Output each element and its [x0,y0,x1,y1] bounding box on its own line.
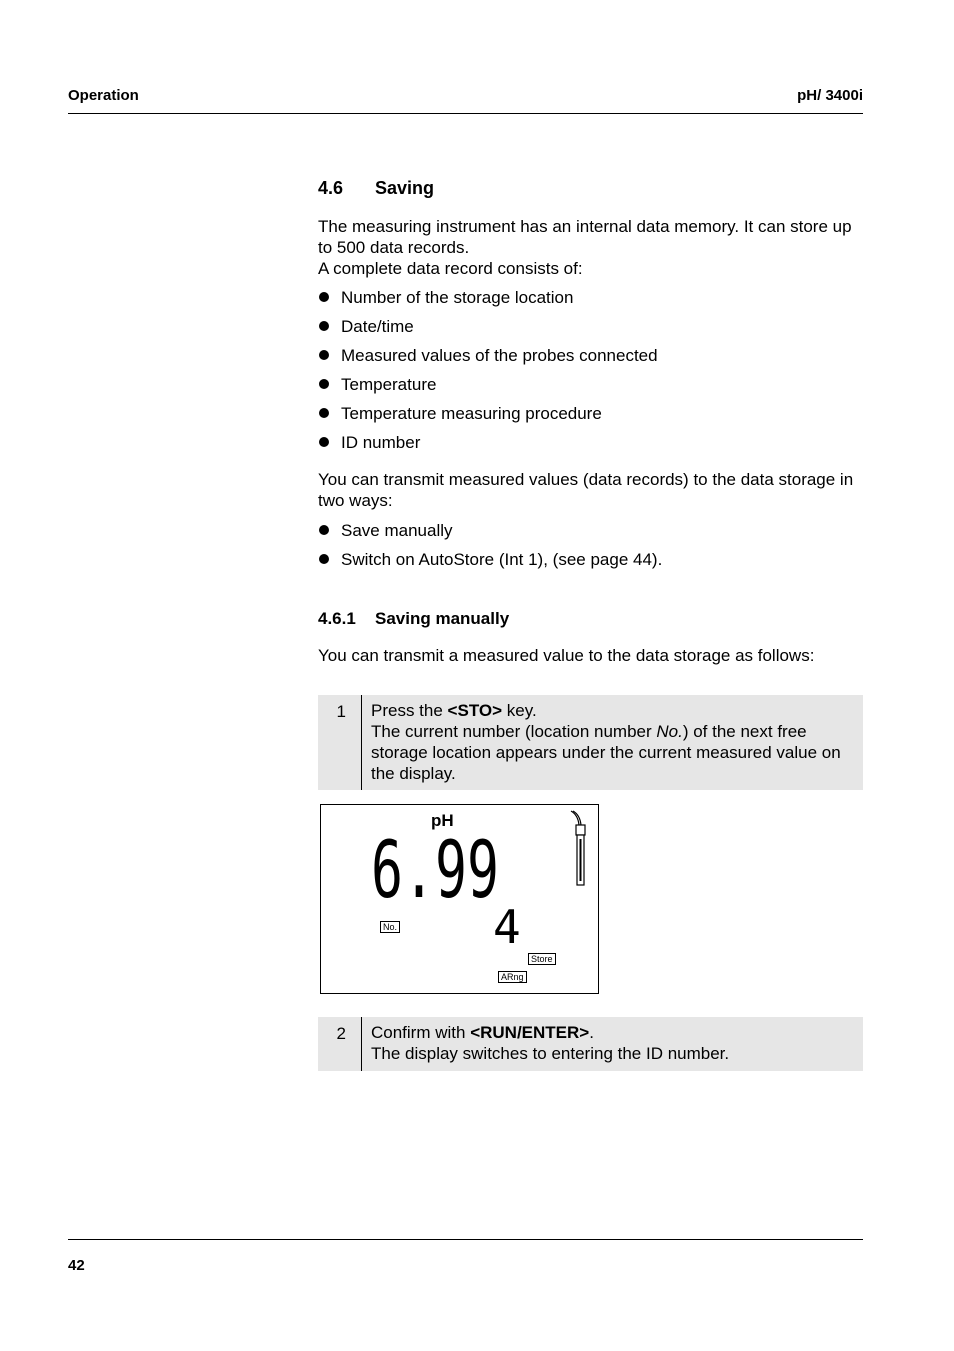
lcd-location-value [491,900,521,954]
manual-intro-text: You can transmit a measured value to the data storage as follows: [318,646,815,665]
step-number: 2 [336,1024,346,1043]
list-item: Switch on AutoStore (Int 1), (see page 44). [318,549,863,578]
description-text: The current number (location number [371,722,657,741]
list-item: Temperature [318,374,863,403]
transmit-paragraph [318,469,863,511]
instruction-text: Confirm with [371,1023,471,1042]
subsection-number: 4.6.1 [318,609,356,628]
location-number-term: No. [656,722,683,741]
location-number: 4 [493,900,521,954]
no-indicator: No. [380,921,400,933]
section-heading [318,178,434,199]
electrode-icon [567,809,591,891]
running-header-section: Operation [68,87,139,104]
step-text [371,695,863,792]
sto-key-label: <STO> [447,701,503,720]
record-items-list [318,287,863,461]
intro-block [318,216,863,279]
instruction-text: key. [502,701,537,720]
lcd-display [320,804,599,994]
arng-indicator: ARng [498,971,527,983]
footer-rule [68,1239,863,1240]
section-title: Saving [375,178,435,198]
header-rule [68,113,863,114]
step-text [371,1017,863,1072]
transmit-text: You can transmit measured values (data records) to the data storage in two ways: [318,470,854,510]
list-item: Save manually [318,520,863,549]
store-indicator: Store [528,953,556,965]
step-description [371,721,855,784]
step-number-cell [318,695,362,790]
intro-record-lead: A complete data record consists of: [318,259,583,278]
run-enter-key-label: <RUN/ENTER> [470,1023,590,1042]
list-item: Number of the storage location [318,287,863,316]
unit-label: pH [431,811,454,830]
list-item: Date/time [318,316,863,345]
description-text: ) of the next free storage location appears under the current measured value on the display. [371,722,841,783]
manual-intro [318,645,863,666]
step-instruction [371,700,855,721]
step-instruction [371,1022,855,1043]
step-2-box [318,1017,863,1071]
list-item: Measured values of the probes connected [318,345,863,374]
step-description: The display switches to entering the ID number. [371,1044,730,1063]
subsection-heading [318,609,509,629]
section-number: 4.6 [318,178,344,198]
intro-paragraph: The measuring instrument has an internal data memory. It can store up to 500 data records. [318,217,852,257]
list-item: ID number [318,432,863,461]
running-header-product: pH/ 3400i [797,87,863,104]
list-item: Temperature measuring procedure [318,403,863,432]
instruction-text: . [589,1023,594,1042]
lcd-main-value [369,826,504,916]
step-number: 1 [336,702,346,721]
step-number-cell [318,1017,362,1071]
step-1-box [318,695,863,790]
subsection-title: Saving manually [375,609,510,628]
page-number: 42 [68,1257,85,1274]
measured-value: 6.99 [371,826,499,916]
ways-list [318,520,863,578]
instruction-text: Press the [371,701,448,720]
